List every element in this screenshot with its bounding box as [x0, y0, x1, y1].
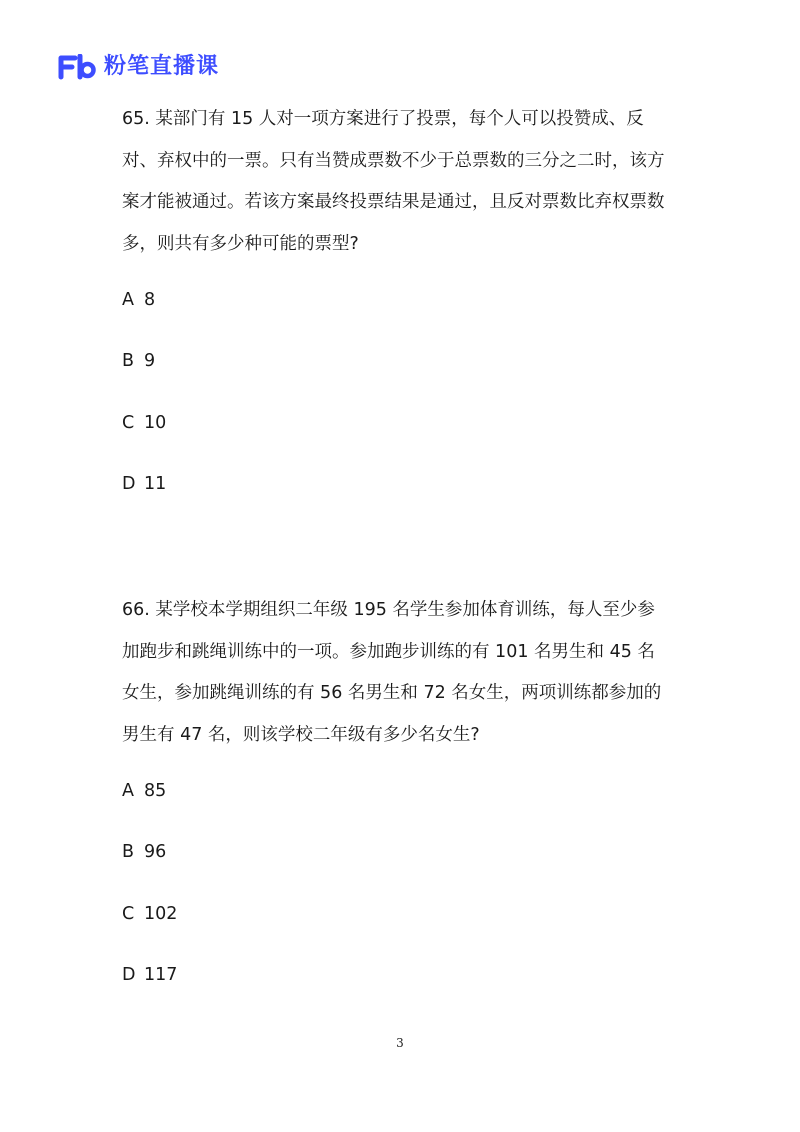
question-66: [122, 590, 682, 1023]
option-c: [122, 410, 682, 471]
option-key: C: [122, 903, 135, 924]
option-value: 9: [144, 351, 156, 372]
question-65: [122, 99, 682, 532]
option-key: B: [122, 842, 135, 863]
option-value: 11: [144, 473, 167, 494]
question-stem: 66. 某学校本学期组织二年级 195 名学生参加体育训练，每人至少参加跑步和跳绳训练中的一项。参加跑步训练的有 101 名男生和 45 名女生，参加跳绳训练的有 56 名男生和 72 名女生，两项训练都参加的男生有 47 名，则该学校二年级有多少名女生?: [122, 600, 662, 745]
option-key: C: [122, 412, 135, 433]
brand-name: 粉笔直播课: [104, 54, 220, 79]
option-value: 8: [144, 290, 156, 310]
option-b: [122, 348, 682, 409]
option-key: B: [122, 351, 135, 372]
option-b: [122, 839, 682, 900]
question-stem: 65. 某部门有 15 人对一项方案进行了投票，每个人可以投赞成、反对、弃权中的一票。只有当赞成票数不少于总票数的三分之二时，该方案才能被通过。若该方案最终投票结果是通过，且反对票数比弃权票数多，则共有多少种可能的票型?: [122, 109, 665, 254]
option-d: [122, 471, 682, 532]
option-list: [122, 778, 682, 1023]
option-key: D: [122, 964, 136, 985]
option-value: 96: [144, 842, 167, 863]
page-number: 3: [396, 1036, 404, 1050]
option-value: 117: [144, 964, 178, 985]
option-d: [122, 962, 682, 1023]
option-a: [122, 778, 682, 839]
option-a: [122, 287, 682, 348]
option-key: A: [122, 781, 134, 801]
option-value: 85: [144, 781, 167, 801]
option-list: [122, 287, 682, 532]
option-key: D: [122, 473, 136, 494]
fb-logo-icon: [58, 54, 98, 80]
option-value: 102: [144, 903, 178, 924]
brand-header: [58, 52, 219, 82]
option-value: 10: [144, 412, 167, 433]
option-c: [122, 901, 682, 962]
option-key: A: [122, 290, 134, 310]
